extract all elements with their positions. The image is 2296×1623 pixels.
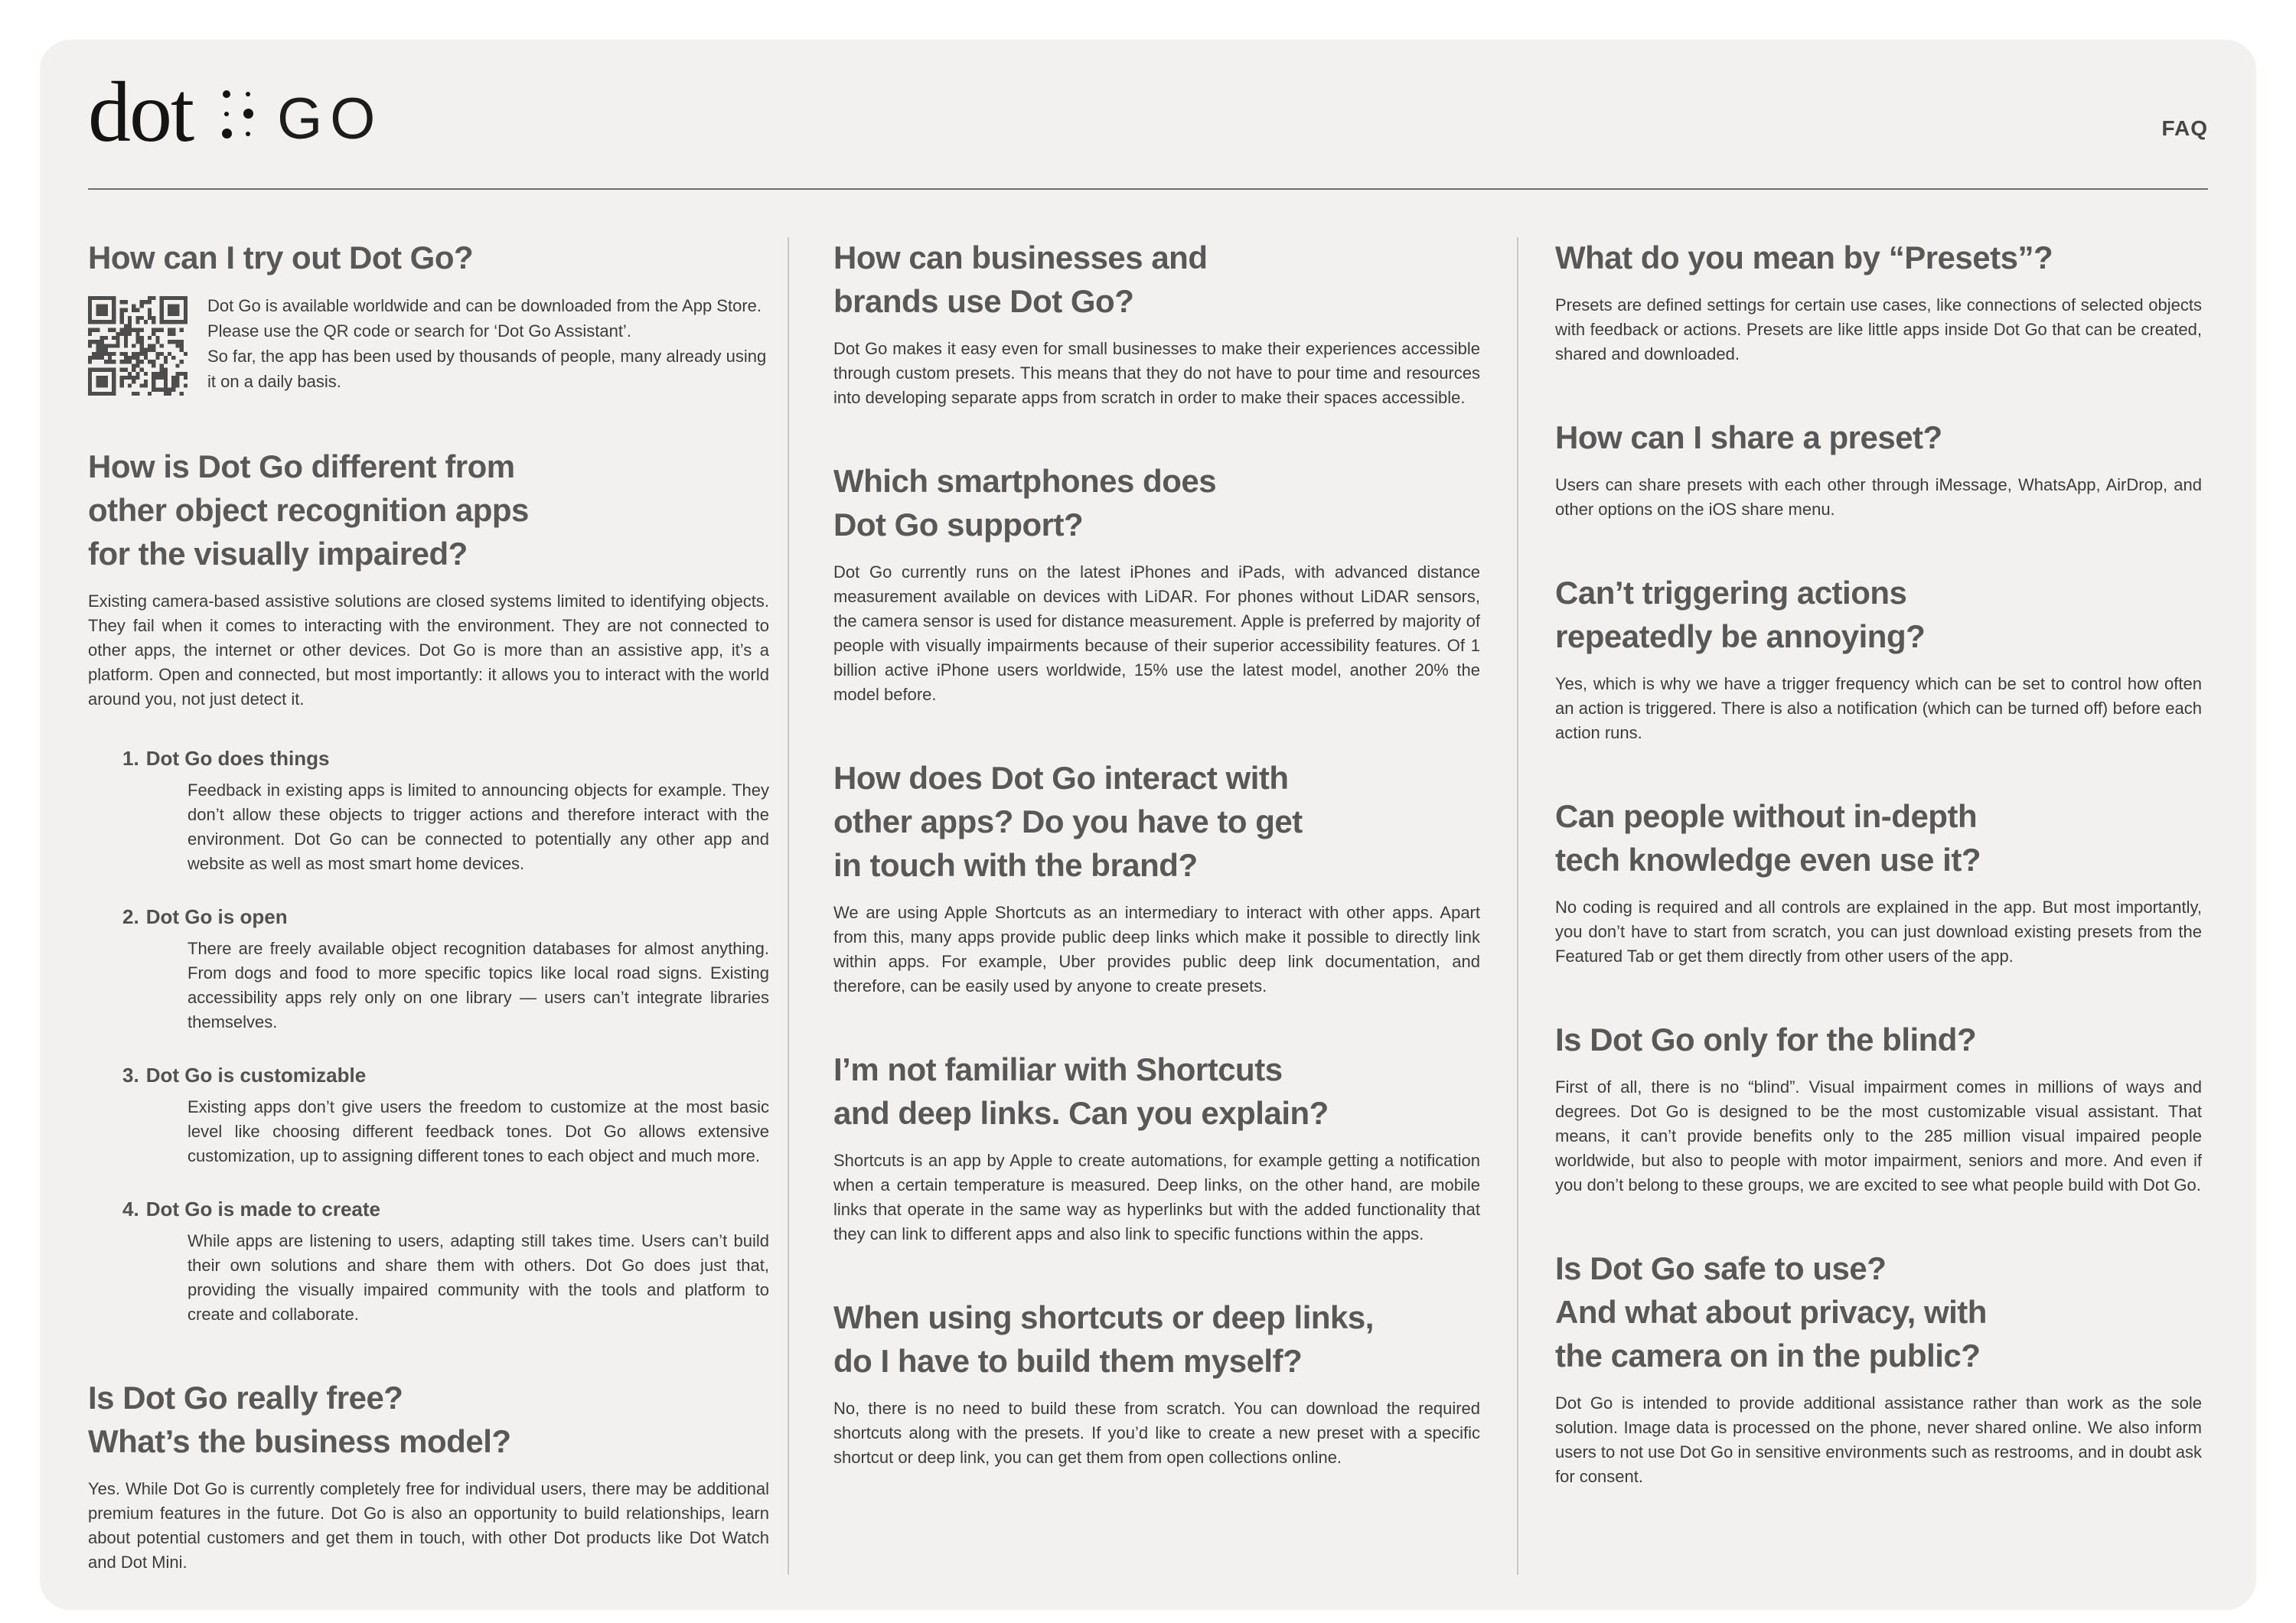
- faq-answer: Existing camera-based assistive solutions are closed systems limited to identifying objects. They fail when it comes to interacting with the environment. They are not connected to other apps, the internet or other devices. Dot Go is more than an assistive app, it’s a platform. Open and connected, but most importantly: it allows you to interact with the world around you, not just detect it.: [88, 591, 769, 709]
- question-line: What do you mean by “Presets”?: [1555, 239, 2053, 275]
- faq-item: [1555, 571, 2202, 745]
- list-item: [88, 904, 769, 1035]
- list-item-number: 3.: [122, 1063, 139, 1087]
- question-line: And what about privacy, with: [1555, 1293, 1987, 1330]
- list-item-body: There are freely available object recognition databases for almost anything. From dogs and food to more specific topics like local road signs. Existing accessibility apps rely only on one library — users can’t integrate libraries themselves.: [188, 938, 769, 1031]
- faq-item: [1555, 236, 2202, 367]
- list-item-number: 2.: [122, 904, 139, 928]
- faq-column-2: [833, 236, 1480, 1575]
- question-line: and deep links. Can you explain?: [833, 1094, 1329, 1131]
- list-item-body: Existing apps don’t give users the freedom to customize at the most basic level like choosing different feedback tones. Dot Go allows extensive customization, up to assigning different tones to each object and much more.: [188, 1097, 769, 1165]
- faq-question: [88, 236, 769, 279]
- faq-question: [833, 1295, 1480, 1383]
- faq-question: [833, 1048, 1480, 1135]
- faq-question: [833, 459, 1480, 546]
- question-line: other apps? Do you have to get: [833, 803, 1303, 839]
- question-line: tech knowledge even use it?: [1555, 841, 1981, 878]
- faq-item: [1555, 416, 2202, 522]
- question-line: brands use Dot Go?: [833, 282, 1134, 319]
- question-line: What’s the business model?: [88, 1423, 511, 1459]
- faq-answer: Dot Go makes it easy even for small businesses to make their experiences accessible through custom presets. This means that they do not have to pour time and resources into developing separate apps from scratch in order to make their spaces accessible.: [833, 338, 1480, 407]
- question-line: Can people without in-depth: [1555, 797, 1978, 834]
- list-item-heading: 1. Dot Go does things: [122, 746, 330, 770]
- logo-wordmark-dot: dot: [88, 65, 194, 160]
- faq-question: [88, 1376, 769, 1463]
- answer-line: So far, the app has been used by thousands of people, many already using it on a daily basis.: [207, 346, 767, 391]
- faq-answer: [88, 293, 769, 396]
- question-line: Is Dot Go really free?: [88, 1379, 403, 1416]
- faq-item: [88, 1376, 769, 1575]
- question-line: How is Dot Go different from: [88, 448, 515, 484]
- faq-item: [1555, 794, 2202, 969]
- question-line: the camera on in the public?: [1555, 1337, 1981, 1374]
- question-line: Is Dot Go only for the blind?: [1555, 1021, 1977, 1058]
- question-line: Dot Go support?: [833, 506, 1084, 543]
- faq-answer: Presets are defined settings for certain use cases, like connections of selected objects with feedback or actions. Presets are like little apps inside Dot Go that can be created, shared and downloaded.: [1555, 295, 2202, 363]
- faq-item: [1555, 1018, 2202, 1198]
- header-divider: [88, 188, 2208, 190]
- faq-question: [833, 236, 1480, 323]
- answer-text: [207, 293, 769, 394]
- logo-wordmark-go: GO: [277, 86, 383, 152]
- faq-answer: Shortcuts is an app by Apple to create automations, for example getting a notification when a certain temperature is measured. Deep links, on the other hand, are mobile links that operate in the same way as hyperlinks but with the added functionality that they can link to different apps and also link to specific functions within the apps.: [833, 1150, 1480, 1243]
- question-line: for the visually impaired?: [88, 535, 468, 572]
- column-divider: [788, 237, 789, 1575]
- faq-column-3: [1555, 236, 2202, 1575]
- question-line: I’m not familiar with Shortcuts: [833, 1051, 1283, 1087]
- question-line: How can I try out Dot Go?: [88, 239, 474, 275]
- faq-column-1: [88, 236, 769, 1575]
- list-item-heading: 2. Dot Go is open: [122, 904, 288, 928]
- list-item-heading: 3. Dot Go is customizable: [122, 1063, 367, 1087]
- faq-item: [1555, 1247, 2202, 1489]
- question-line: Is Dot Go safe to use?: [1555, 1250, 1887, 1286]
- question-line: other object recognition apps: [88, 491, 529, 528]
- list-item: [88, 1062, 769, 1168]
- question-line: Which smartphones does: [833, 462, 1217, 499]
- faq-answer: Dot Go currently runs on the latest iPhones and iPads, with advanced distance measurement available on devices with LiDAR. For phones without LiDAR sensors, the camera sensor is used for distance measurement. Apple is preferred by majority of people with visually impairments because of their superior accessibility features. Of 1 billion active iPhone users worldwide, 15% use the latest model, another 20% the model before.: [833, 562, 1480, 704]
- question-line: When using shortcuts or deep links,: [833, 1299, 1374, 1335]
- question-line: How can I share a preset?: [1555, 419, 1942, 455]
- list-item-number: 4.: [122, 1197, 139, 1221]
- faq-question: [833, 756, 1480, 887]
- numbered-list: [88, 745, 769, 1327]
- faq-answer: Dot Go is intended to provide additional assistance rather than work as the sole solution. Image data is processed on the phone, never shared online. We also inform users to not use Dot Go in sensitive environments such as restrooms, and in doubt ask for consent.: [1555, 1393, 2202, 1486]
- faq-question: [1555, 1018, 2202, 1061]
- answer-line: Dot Go is available worldwide and can be downloaded from the App Store. Please use the QR code or search for ‘Dot Go Assistant’.: [207, 295, 762, 341]
- faq-card: [40, 40, 2256, 1610]
- list-item-heading: 4. Dot Go is made to create: [122, 1197, 380, 1221]
- faq-item: [833, 756, 1480, 999]
- brand-logo: [88, 65, 383, 160]
- faq-answer: Users can share presets with each other through iMessage, WhatsApp, AirDrop, and other options on the iOS share menu.: [1555, 474, 2202, 519]
- faq-nav-label[interactable]: FAQ: [2161, 116, 2208, 140]
- faq-item: [833, 459, 1480, 707]
- list-item-body: While apps are listening to users, adapting still takes time. Users can’t build their own solutions and share them with others. Dot Go does just that, providing the visually impaired community with the tools and platform to create and collaborate.: [188, 1230, 769, 1324]
- list-item-number: 1.: [122, 746, 139, 770]
- faq-question: [1555, 236, 2202, 279]
- faq-columns: [88, 236, 2208, 1575]
- faq-item: [833, 236, 1480, 410]
- faq-question: [1555, 571, 2202, 658]
- faq-item: [833, 1048, 1480, 1247]
- faq-question: [1555, 1247, 2202, 1377]
- faq-question: [1555, 794, 2202, 882]
- qr-code: [88, 296, 188, 396]
- braille-dots-icon: [216, 84, 259, 144]
- faq-item: [88, 236, 769, 396]
- question-line: in touch with the brand?: [833, 846, 1198, 883]
- faq-answer: We are using Apple Shortcuts as an intermediary to interact with other apps. Apart from this, many apps provide public deep links which make it possible to directly link within apps. For example, Uber provides public deep link documentation, and therefore, can be easily used by anyone to create presets.: [833, 902, 1480, 996]
- question-line: repeatedly be annoying?: [1555, 618, 1926, 654]
- faq-answer: Yes. While Dot Go is currently completely free for individual users, there may be additional premium features in the future. Dot Go is also an opportunity to build relationships, learn about potential customers and get them in touch, with other Dot products like Dot Watch and Dot Mini.: [88, 1478, 769, 1572]
- question-line: How does Dot Go interact with: [833, 759, 1289, 796]
- list-item-body: Feedback in existing apps is limited to announcing objects for example. They don’t allow these objects to trigger actions and therefore interact with the environment. Dot Go can be connected to potentially any other app and website as well as most smart home devices.: [188, 780, 769, 873]
- faq-item: [833, 1295, 1480, 1470]
- question-line: do I have to build them myself?: [833, 1342, 1303, 1379]
- page-header: [88, 65, 2208, 160]
- faq-item: [88, 445, 769, 1327]
- question-line: How can businesses and: [833, 239, 1208, 275]
- faq-question: [88, 445, 769, 575]
- list-item: [88, 1196, 769, 1327]
- column-divider: [1517, 237, 1518, 1575]
- faq-answer: Yes, which is why we have a trigger frequency which can be set to control how often an action is triggered. There is also a notification (which can be turned off) before each action runs.: [1555, 673, 2202, 742]
- question-line: Can’t triggering actions: [1555, 574, 1907, 611]
- faq-answer: No coding is required and all controls are explained in the app. But most importantly, you don’t have to start from scratch, you can just download existing presets from the Featured Tab or get them directly from other users of the app.: [1555, 897, 2202, 966]
- faq-question: [1555, 416, 2202, 459]
- list-item: [88, 745, 769, 876]
- faq-answer: First of all, there is no “blind”. Visual impairment comes in millions of ways and degrees. Dot Go is designed to be the most customizable visual assistant. That means, it can’t provide benefits only to the 285 million visual impaired people worldwide, but also to people with motor impairment, seniors and more. And even if you don’t belong to these groups, we are excited to see what people build with Dot Go.: [1555, 1077, 2202, 1194]
- faq-answer: No, there is no need to build these from scratch. You can download the required shortcuts along with the presets. If you’d like to create a new preset with a specific shortcut or deep link, you can get them from open collections online.: [833, 1398, 1480, 1467]
